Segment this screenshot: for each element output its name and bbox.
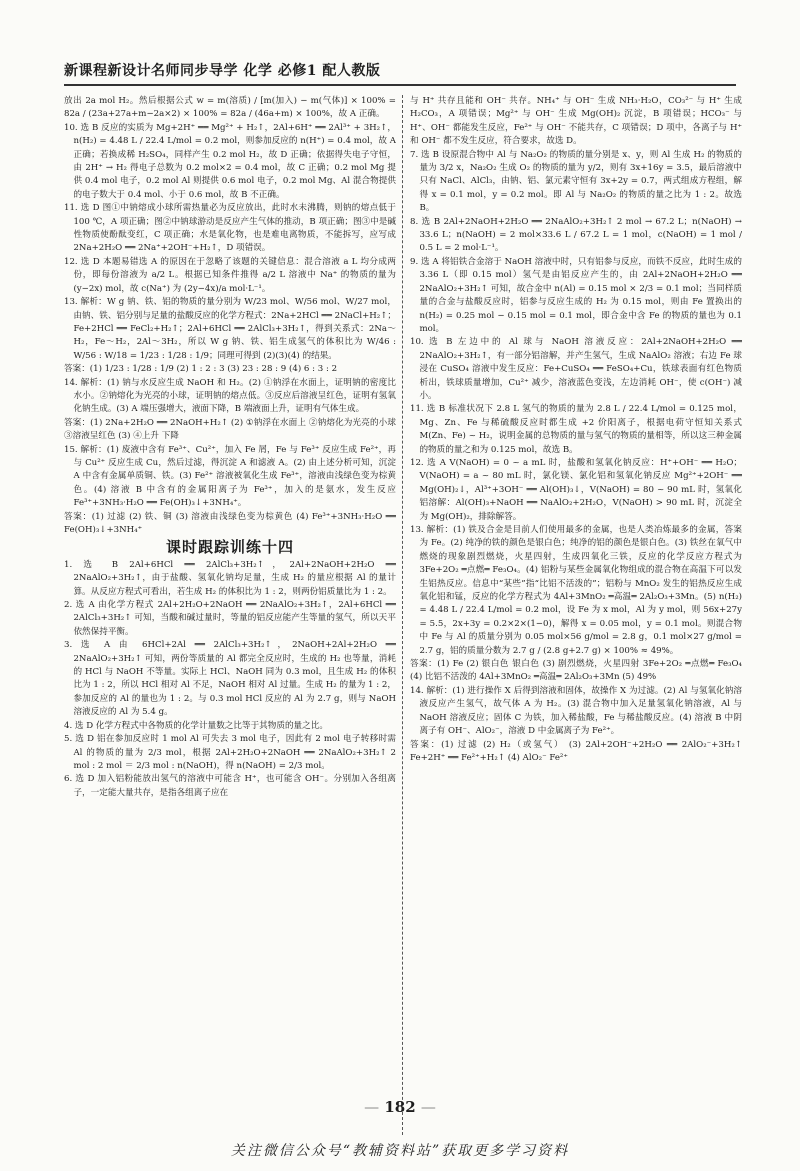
- column-divider: [402, 95, 403, 1135]
- answer-paragraph: 5. 选 D 铝在参加反应时 1 mol Al 可失去 3 mol 电子，因此有 2 mol 电子转移时需 Al 的物质的量为 2/3 mol，根据 2Al+2H₂O+2NaOH ══ 2NaAlO₂+3H₂↑ 2 mol : 2 mol ＝ 2/3 mol : n(NaOH)，得 n(NaOH) = 2/3 mol。: [64, 734, 396, 771]
- answer-paragraph: 4. 选 D 化学方程式中各物质的化学计量数之比等于其物质的量之比。: [64, 720, 328, 731]
- answer-paragraph: 15. 解析：(1) 废液中含有 Fe³⁺、Cu²⁺，加入 Fe 屑，Fe 与 Fe³⁺ 反应生成 Fe²⁺，再与 Cu²⁺ 反应生成 Cu，然后过滤，得沉淀 A 和滤液 A。(2) 由上述分析可知，沉淀 A 中含有金属单质铜、铁。(3) Fe²⁺ 溶液被氧化生成 Fe³⁺，溶液由浅绿色变为棕黄色。(4) 溶液 B 中含有的金属阳离子为 Fe³⁺，加入的是氨水，发生反应 Fe³⁺+3NH₃·H₂O ══ Fe(OH)₃↓+3NH₄⁺。: [64, 444, 396, 509]
- answer-paragraph: 13. 解析：W g 钠、铁、铝的物质的量分别为 W/23 mol、W/56 mol、W/27 mol，由钠、铁、铝分别与足量的盐酸反应的化学方程式：2Na+2HCl ══ 2NaCl+H₂↑；Fe+2HCl ══ FeCl₂+H₂↑；2Al+6HCl ══ 2AlCl₃+3H₂↑，得到关系式：2Na～H₂，Fe～H₂，2Al～3H₂，所以 W g 钠、铁、铝生成氢气的体积比为 W/46 : W/56 : W/18 = 1/23 : 1/28 : 1/9；同理可得到 (2)(3)(4) 的结果。: [64, 297, 396, 361]
- answer-paragraph: 7. 选 B 设原混合物中 Al 与 Na₂O₂ 的物质的量分别是 x、y，则 Al 生成 H₂ 的物质的量为 3/2 x，Na₂O₂ 生成 O₂ 的物质的量为 y/2，则有 3x+16y = 3.5，最后溶液中只有 NaCl、AlCl₃，由钠、铝、氯元素守恒有 3x+2y = 0.7，两式组成方程组，解得 x = 0.1 mol，y = 0.2 mol。即 Al 与 Na₂O₂ 的物质的量之比为 1 : 2。故选 B。: [410, 149, 742, 214]
- answer-line: 答案：(1) 过滤 (2) 铁、铜 (3) 溶液由浅绿色变为棕黄色 (4) Fe³⁺+3NH₃·H₂O ══ Fe(OH)₃↓+3NH₄⁺: [64, 511, 396, 535]
- answer-paragraph: 14. 解析：(1) 进行操作 X 后得到溶液和固体，故操作 X 为过滤。(2) Al 与氢氧化钠溶液反应产生氢气，故气体 A 为 H₂。(3) 混合物中加入足量氢氧化钠溶液，Al 与 NaOH 溶液反应；固体 C 为铁，加入稀盐酸，Fe 与稀盐酸反应。(4) 溶液 B 中阴离子有 OH⁻、AlO₂⁻，溶液 D 中金属离子为 Fe²⁺。: [410, 685, 742, 737]
- answer-line: 答案：(1) Fe (2) 银白色 银白色 (3) 剧烈燃烧，火星四射 3Fe+2O₂ ═点燃═ Fe₃O₄ (4) 比铝不活泼的 4Al+3MnO₂ ═高温═ 2Al₂O₃+3Mn (5) 49%: [410, 659, 742, 683]
- answer-paragraph: 2. 选 A 由化学方程式 2Al+2H₂O+2NaOH ══ 2NaAlO₂+3H₂↑，2Al+6HCl ══ 2AlCl₃+3H₂↑ 可知，当酸和碱过量时，等量的铝反应能产生等量的氢气，所以天平依然保持平衡。: [64, 600, 396, 637]
- answer-paragraph: 12. 选 A V(NaOH) = 0 ~ a mL 时，盐酸和氢氧化钠反应：H⁺+OH⁻ ══ H₂O；V(NaOH) = a ~ 80 mL 时，氯化镁、氯化铝和氢氧化钠反应 Mg²⁺+2OH⁻ ══ Mg(OH)₂↓，Al³⁺+3OH⁻ ══ Al(OH)₃↓，V(NaOH) = 80 ~ 90 mL 时，氢氧化铝溶解：Al(OH)₃+NaOH ══ NaAlO₂+2H₂O，V(NaOH) > 90 mL 时，沉淀全为 Mg(OH)₂，排除解答。: [410, 457, 742, 522]
- left-column: [64, 95, 396, 1135]
- answer-paragraph: 10. 选 B 左边中的 Al 球与 NaOH 溶液反应：2Al+2NaOH+2H₂O ══ 2NaAlO₂+3H₂↑，有一部分铝溶解，并产生氢气，生成 NaAlO₂ 溶液；右边 Fe 球浸在 CuSO₄ 溶液中发生反应：Fe+CuSO₄ ══ FeSO₄+Cu，铁球表面有红色物质析出，铁球质量增加，Cu²⁺ 减少，溶液蓝色变浅，左边消耗 OH⁻，使 c(OH⁻) 减小。: [410, 337, 742, 401]
- answer-paragraph: 14. 解析：(1) 钠与水反应生成 NaOH 和 H₂。(2) ①钠浮在水面上，证明钠的密度比水小。②钠熔化为光亮的小球，证明钠的熔点低。③反应后溶液呈红色，证明有氢氧化钠生成。(3) A 端压强增大，液面下降，B 端液面上升，证明有气体生成。: [64, 377, 396, 415]
- answer-paragraph: 11. 选 B 标准状况下 2.8 L 氢气的物质的量为 2.8 L / 22.4 L/mol = 0.125 mol，Mg、Zn、Fe 与稀硫酸反应时都生成 +2 价阳离子，根据电荷守恒知关系式 M(Zn、Fe) ~ H₂，说明金属的总物质的量与氢气的物质的量相等，所以这三种金属的物质的量之和为 0.125 mol，故选 B。: [410, 404, 742, 455]
- answer-line: 答案：(1) 1/23 : 1/28 : 1/9 (2) 1 : 2 : 3 (3) 23 : 28 : 9 (4) 6 : 3 : 2: [64, 364, 338, 375]
- answer-paragraph: 1. 选 B 2Al+6HCl ══ 2AlCl₃+3H₂↑，2Al+2NaOH+2H₂O ══ 2NaAlO₂+3H₂↑，由于盐酸、氢氧化钠均足量，生成 H₂ 的量应根据 Al 的量计算。从反应方程式可看出，若生成 H₂ 的体积比为 1 : 2，则两份铝质量比为 1 : 2。: [64, 559, 396, 597]
- page-number-value: 182: [384, 1098, 416, 1116]
- answer-paragraph: 放出 2a mol H₂。然后根据公式 w = m(溶质) / [m(加入) − m(气体)] × 100% = 82a / (23a+27a+m−2a×2) × 100% = 82a / (46a+m) × 100%，故 A 正确。: [64, 96, 396, 120]
- answer-paragraph: 11. 选 D 图①中钠熔成小球所需热量必为反应放出，此时水未沸腾，则钠的熔点低于 100 ℃，A 项正确；图②中钠球游动是反应产生气体的推动，B 项正确；图③中是碱性物质使酚酞变红，C 项正确；水是氧化物，也是难电离物质，不能拆写，应写成 2Na+2H₂O ══ 2Na⁺+2OH⁻+H₂↑，D 项错误。: [64, 203, 396, 254]
- footer-note: 关注微信公众号“教辅资料站”获取更多学习资料: [230, 1143, 570, 1159]
- right-column: [410, 95, 742, 1135]
- answer-line: 答案：(1) 2Na+2H₂O ══ 2NaOH+H₂↑ (2) ①钠浮在水面上 ②钠熔化为光亮的小球 ③溶液呈红色 (3) ④上升 下降: [64, 417, 396, 442]
- answer-line: 答案：(1) 过滤 (2) H₂（或氢气） (3) 2Al+2OH⁻+2H₂O ══ 2AlO₂⁻+3H₂↑ Fe+2H⁺ ══ Fe²⁺+H₂↑ (4) AlO₂⁻ Fe²⁺: [410, 739, 742, 763]
- answer-paragraph: 与 H⁺ 共存且能和 OH⁻ 共存。NH₄⁺ 与 OH⁻ 生成 NH₃·H₂O，CO₃²⁻ 与 H⁺ 生成 H₂CO₃，A 项错误；Mg²⁺ 与 OH⁻ 生成 Mg(OH)₂ 沉淀，B 项错误；HCO₃⁻ 与 H⁺、OH⁻ 都能发生反应，Fe²⁺ 与 OH⁻ 不能共存，C 项错误；D 项中，各离子与 H⁺ 和 OH⁻ 都不发生反应，符合要求，故选 D。: [410, 96, 742, 147]
- answer-paragraph: 6. 选 D 加入铝粉能放出氢气的溶液中可能含 H⁺，也可能含 OH⁻。分别加入各组离子，一定能大量共存，是指各组离子应在: [64, 774, 396, 798]
- answer-paragraph: 13. 解析：(1) 铁及合金是目前人们使用最多的金属，也是人类冶炼最多的金属，答案为 Fe。(2) 纯净的铁的颜色是银白色；纯净的铝的颜色是银白色。(3) 铁丝在氧气中燃烧的现象剧烈燃烧，火星四射，生成四氧化三铁，反应的化学反应方程式为 3Fe+2O₂ ═点燃═ Fe₃O₄。(4) 铝粉与某些金属氧化物组成的混合物在高温下可以发生铝热反应。信息中“某些”指“比铝不活泼的”；铝粉与 MnO₂ 发生的铝热反应生成氧化铝和锰，反应的化学方程式为 4Al+3MnO₂ ═高温═ 2Al₂O₃+3Mn。(5) n(H₂) = 4.48 L / 22.4 L/mol = 0.2 mol，设 Fe 为 x mol，Al 为 y mol，则 56x+27y = 5.5，2x+3y = 0.2×2×(1−0)，解得 x = 0.05 mol，y = 0.1 mol。则混合物中 Fe 与 Al 的质量分别为 0.05 mol×56 g/mol = 2.8 g，0.1 mol×27 g/mol = 2.7 g，铝的质量分数为 2.7 g / (2.8 g+2.7 g) × 100% ≈ 49%。: [410, 525, 742, 656]
- page-dash-left: —: [364, 1098, 380, 1116]
- page-dash-right: —: [420, 1098, 436, 1116]
- answer-paragraph: 9. 选 A 将铝铁合金溶于 NaOH 溶液中时，只有铝参与反应，而铁不反应，此时生成的 3.36 L（即 0.15 mol）氢气是由铝反应产生的，由 2Al+2NaOH+2H₂O ══ 2NaAlO₂+3H₂↑ 可知，故合金中 n(Al) = 0.15 mol × 2/3 = 0.1 mol；当同样质量的合金与盐酸反应时，铝参与反应生成的 H₂ 为 0.15 mol，则由 Fe 置换出的 n(H₂) = 0.25 mol − 0.15 mol = 0.1 mol，即合金中含 Fe 的物质的量也为 0.1 mol。: [410, 256, 742, 334]
- answer-columns: [64, 95, 748, 1135]
- answer-paragraph: 8. 选 B 2Al+2NaOH+2H₂O ══ 2NaAlO₂+3H₂↑ 2 mol → 67.2 L；n(NaOH) → 33.6 L；n(NaOH) = 2 mol×33.6 L / 67.2 L = 1 mol，c(NaOH) = 1 mol / 0.5 L = 2 mol·L⁻¹。: [410, 216, 742, 254]
- answer-paragraph: 12. 选 D 本题易错选 A 的原因在于忽略了该题的关键信息：混合溶液 a L 均分成两份，即每份溶液为 a/2 L。根据已知条件推得 a/2 L 溶液中 Na⁺ 的物质的量为 (y−2x) mol，故 c(Na⁺) 为 (2y−4x)/a mol·L⁻¹。: [64, 256, 396, 294]
- page-header: 新课程新设计名师同步导学 化学 必修1 配人教版: [64, 60, 736, 86]
- section-title: 课时跟踪训练十四: [165, 538, 294, 557]
- page-number: [0, 1098, 800, 1116]
- answer-paragraph: 3. 选 A 由 6HCl+2Al ══ 2AlCl₃+3H₂↑，2NaOH+2Al+2H₂O ══ 2NaAlO₂+3H₂↑ 可知，两份等质量的 Al 都完全反应时，生成的 H₂ 也等量，消耗的 HCl 与 NaOH 不等量。实际上 HCl、NaOH 同为 0.3 mol，且生成 H₂ 的体积比为 1 : 2，所以 HCl 相对 Al 不足，NaOH 相对 Al 过量。生成 H₂ 的量为 1 : 2，参加反应的 Al 的量也为 1 : 2。与 0.3 mol HCl 反应的 Al 为 2.7 g，则与 NaOH 溶液反应的 Al 为 5.4 g。: [64, 640, 396, 718]
- answer-paragraph: 10. 选 B 反应的实质为 Mg+2H⁺ ══ Mg²⁺ + H₂↑，2Al+6H⁺ ══ 2Al³⁺ + 3H₂↑，n(H₂) = 4.48 L / 22.4 L/mol = 0.2 mol，则参加反应的 n(H⁺) = 0.4 mol，故 A 正确；若换成稀 H₂SO₄，同样产生 0.2 mol H₂，故 D 正确；依据得失电子守恒，由 2H⁺ → H₂ 得电子总数为 0.2 mol×2 = 0.4 mol，故 C 正确；0.2 mol Mg 提供 0.4 mol 电子，0.2 mol Al 则提供 0.6 mol 电子，0.2 mol Mg、Al 混合物提供的电子数大于 0.4 mol、小于 0.6 mol，故 B 不正确。: [64, 122, 396, 200]
